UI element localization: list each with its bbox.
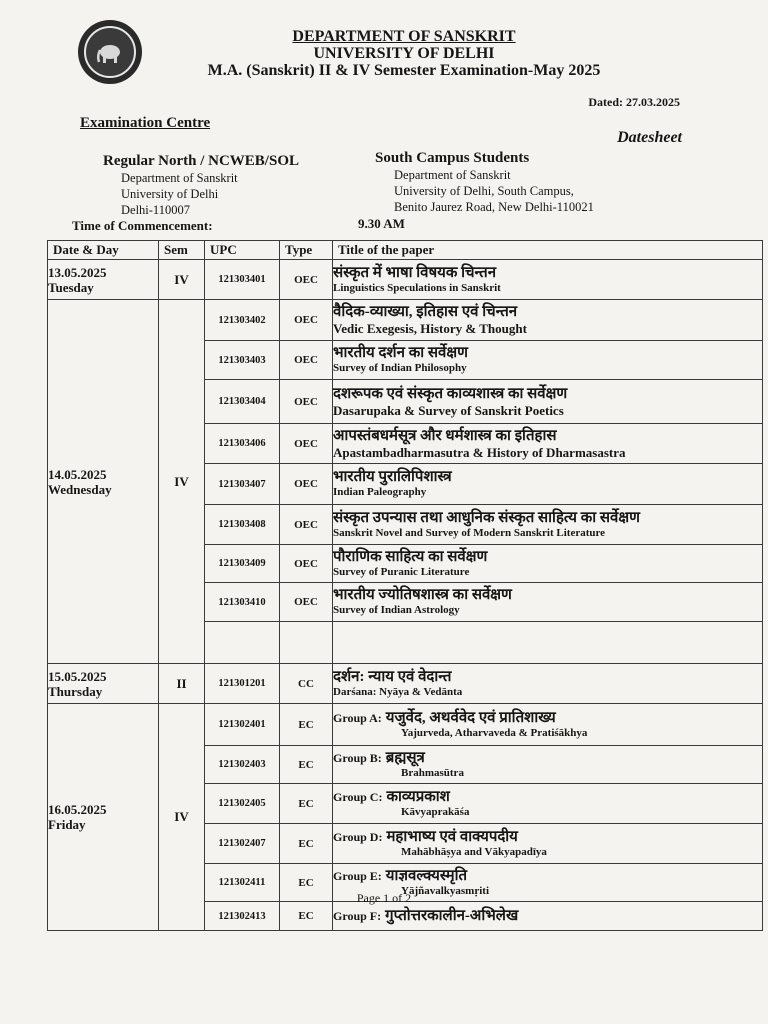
paper-title-english: Dasarupaka & Survey of Sanskrit Poetics (333, 402, 564, 418)
paper-title-hindi: भारतीय पुरालिपिशास्त्र (333, 469, 452, 485)
date-cell (48, 664, 159, 704)
table-header-row (48, 241, 763, 260)
upc-cell: 121302407 (205, 824, 280, 864)
title-cell (333, 424, 763, 464)
exam-date: 14.05.2025 (48, 466, 107, 482)
time-of-commencement-label: Time of Commencement: (72, 218, 213, 233)
paper-title-hindi: काव्यप्रकाश (386, 789, 450, 805)
table-row (48, 704, 763, 746)
header-date-day: Date & Day (48, 241, 159, 260)
paper-title-hindi: आपस्तंबधर्मसूत्र और धर्मशास्त्र का इतिहास (333, 427, 557, 444)
table-row (48, 260, 763, 300)
group-label: Group F: (333, 909, 382, 923)
title-cell (333, 746, 763, 784)
exam-centre-heading: Examination Centre (80, 115, 211, 131)
paper-title-hindi: पौराणिक साहित्य का सर्वेक्षण (333, 548, 488, 565)
exam-date: 13.05.2025 (48, 264, 107, 280)
group-title-line (333, 828, 762, 846)
sem-cell: IV (159, 260, 205, 300)
department-title: DEPARTMENT OF SANSKRIT (292, 28, 516, 45)
type-cell: CC (280, 664, 333, 704)
paper-title-hindi: यजुर्वेद, अथर्ववेद एवं प्रातिशाख्य (385, 710, 556, 726)
upc-cell: 121303410 (205, 583, 280, 622)
sem-cell: IV (159, 704, 205, 931)
exam-title: M.A. (Sanskrit) II & IV Semester Examination-May 2025 (207, 62, 601, 79)
datesheet-table (47, 240, 763, 931)
group-title-line (333, 749, 762, 767)
group-title-line (333, 907, 762, 925)
header-type: Type (280, 241, 333, 260)
upc-cell: 121303404 (205, 380, 280, 424)
paper-title-hindi: संस्कृत में भाषा विषयक चिन्तन (333, 264, 497, 281)
type-cell: OEC (280, 341, 333, 380)
upc-cell: 121302403 (205, 746, 280, 784)
exam-date: 15.05.2025 (48, 668, 107, 684)
paper-title-english: Linguistics Speculations in Sanskrit (333, 281, 501, 294)
title-cell (333, 622, 763, 664)
type-cell: OEC (280, 505, 333, 545)
exam-day: Thursday (48, 683, 103, 699)
upc-cell: 121303402 (205, 300, 280, 341)
paper-title-english: Survey of Puranic Literature (333, 565, 470, 578)
title-cell (333, 341, 763, 380)
paper-title-english: Survey of Indian Philosophy (333, 362, 467, 374)
upc-cell: 121301201 (205, 664, 280, 704)
paper-title-english: Yajurveda, Atharvaveda & Pratiśākhya (401, 727, 588, 739)
type-cell: EC (280, 902, 333, 931)
north-centre-block (103, 153, 299, 218)
paper-title-english: Darśana: Nyāya & Vedānta (333, 685, 463, 698)
upc-cell: 121303401 (205, 260, 280, 300)
type-cell: OEC (280, 424, 333, 464)
sem-cell: IV (159, 300, 205, 664)
south-centre-line: Benito Jaurez Road, New Delhi-110021 (394, 200, 594, 214)
paper-title-hindi: महाभाष्य एवं वाक्यपदीय (386, 829, 518, 845)
upc-cell: 121303406 (205, 424, 280, 464)
paper-title-english: Apastambadharmasutra & History of Dharmasastra (333, 444, 626, 460)
exam-day: Wednesday (48, 481, 112, 497)
header-title: Title of the paper (333, 241, 763, 260)
page-number: Page 1 of 2 (356, 891, 412, 905)
type-cell: OEC (280, 545, 333, 583)
header-upc: UPC (205, 241, 280, 260)
type-cell: OEC (280, 260, 333, 300)
type-cell: EC (280, 746, 333, 784)
issue-date: Dated: 27.03.2025 (588, 95, 680, 109)
university-title: UNIVERSITY OF DELHI (313, 45, 495, 62)
group-label: Group D: (333, 830, 383, 844)
south-centre-title: South Campus Students (375, 150, 530, 166)
type-cell: EC (280, 784, 333, 824)
paper-title-hindi: दर्शन: न्याय एवं वेदान्त (333, 668, 452, 685)
type-cell: EC (280, 704, 333, 746)
paper-title-hindi: भारतीय दर्शन का सर्वेक्षण (333, 345, 468, 361)
north-centre-line: Delhi-110007 (121, 203, 190, 217)
south-centre-line: Department of Sanskrit (394, 168, 511, 182)
upc-cell: 121302411 (205, 864, 280, 902)
upc-cell: 121303407 (205, 464, 280, 505)
title-cell (333, 464, 763, 505)
upc-cell: 121303408 (205, 505, 280, 545)
title-cell (333, 380, 763, 424)
sem-cell: II (159, 664, 205, 704)
exam-day: Tuesday (48, 279, 94, 295)
paper-title-english: Sanskrit Novel and Survey of Modern Sanskrit Literature (333, 526, 606, 539)
paper-title-english: Vedic Exegesis, History & Thought (333, 321, 527, 336)
title-cell (333, 664, 763, 704)
title-cell (333, 583, 763, 622)
date-cell (48, 260, 159, 300)
upc-cell: 121302413 (205, 902, 280, 931)
title-cell (333, 300, 763, 341)
upc-cell: 121302401 (205, 704, 280, 746)
paper-title-hindi: गुप्तोत्तरकालीन-अभिलेख (385, 908, 519, 924)
type-cell: OEC (280, 583, 333, 622)
paper-title-hindi: भारतीय ज्योतिषशास्त्र का सर्वेक्षण (333, 587, 512, 603)
north-centre-line: University of Delhi (121, 187, 219, 201)
paper-title-english: Brahmasūtra (401, 767, 464, 779)
date-cell (48, 300, 159, 664)
upc-cell: 121303403 (205, 341, 280, 380)
group-title-line (333, 867, 762, 885)
exam-date: 16.05.2025 (48, 802, 107, 817)
type-cell: OEC (280, 464, 333, 505)
paper-title-english: Indian Paleography (333, 486, 427, 498)
datesheet-heading: Datesheet (617, 129, 682, 146)
paper-title-english: Survey of Indian Astrology (333, 604, 460, 616)
type-cell: EC (280, 824, 333, 864)
paper-title-hindi: ब्रह्मसूत्र (385, 750, 425, 766)
title-cell (333, 260, 763, 300)
title-cell (333, 704, 763, 746)
title-cell (333, 505, 763, 545)
group-title-line (333, 709, 762, 727)
north-centre-line: Department of Sanskrit (121, 171, 238, 185)
title-cell (333, 545, 763, 583)
group-title-line (333, 788, 762, 806)
paper-title-hindi: दशरूपक एवं संस्कृत काव्यशास्त्र का सर्वेक्षण (333, 385, 568, 402)
north-centre-title: Regular North / NCWEB/SOL (103, 153, 299, 169)
table-row (48, 664, 763, 704)
upc-cell (205, 622, 280, 664)
type-cell: OEC (280, 300, 333, 341)
header-sem: Sem (159, 241, 205, 260)
paper-title-hindi: संस्कृत उपन्यास तथा आधुनिक संस्कृत साहित्य का सर्वेक्षण (333, 509, 640, 526)
title-cell (333, 824, 763, 864)
group-label: Group A: (333, 711, 382, 725)
south-centre-block (375, 150, 594, 215)
south-centre-line: University of Delhi, South Campus, (394, 184, 574, 198)
paper-title-english: Yājñavalkyasmṛiti (401, 885, 489, 897)
upc-cell: 121302405 (205, 784, 280, 824)
paper-title-english: Kāvyaprakāśa (401, 806, 470, 818)
exam-day: Friday (48, 817, 86, 832)
paper-title-hindi: याज्ञवल्क्यस्मृति (385, 868, 468, 884)
table-row (48, 300, 763, 341)
time-of-commencement-value: 9.30 AM (358, 216, 405, 231)
paper-title-hindi: वैदिक-व्याख्या, इतिहास एवं चिन्तन (333, 304, 518, 320)
group-label: Group E: (333, 869, 382, 883)
upc-cell: 121303409 (205, 545, 280, 583)
type-cell: EC (280, 864, 333, 902)
title-cell (333, 784, 763, 824)
group-label: Group B: (333, 751, 382, 765)
paper-title-english: Mahābhāṣya and Vākyapadīya (401, 846, 547, 858)
type-cell (280, 622, 333, 664)
type-cell: OEC (280, 380, 333, 424)
group-label: Group C: (333, 790, 383, 804)
